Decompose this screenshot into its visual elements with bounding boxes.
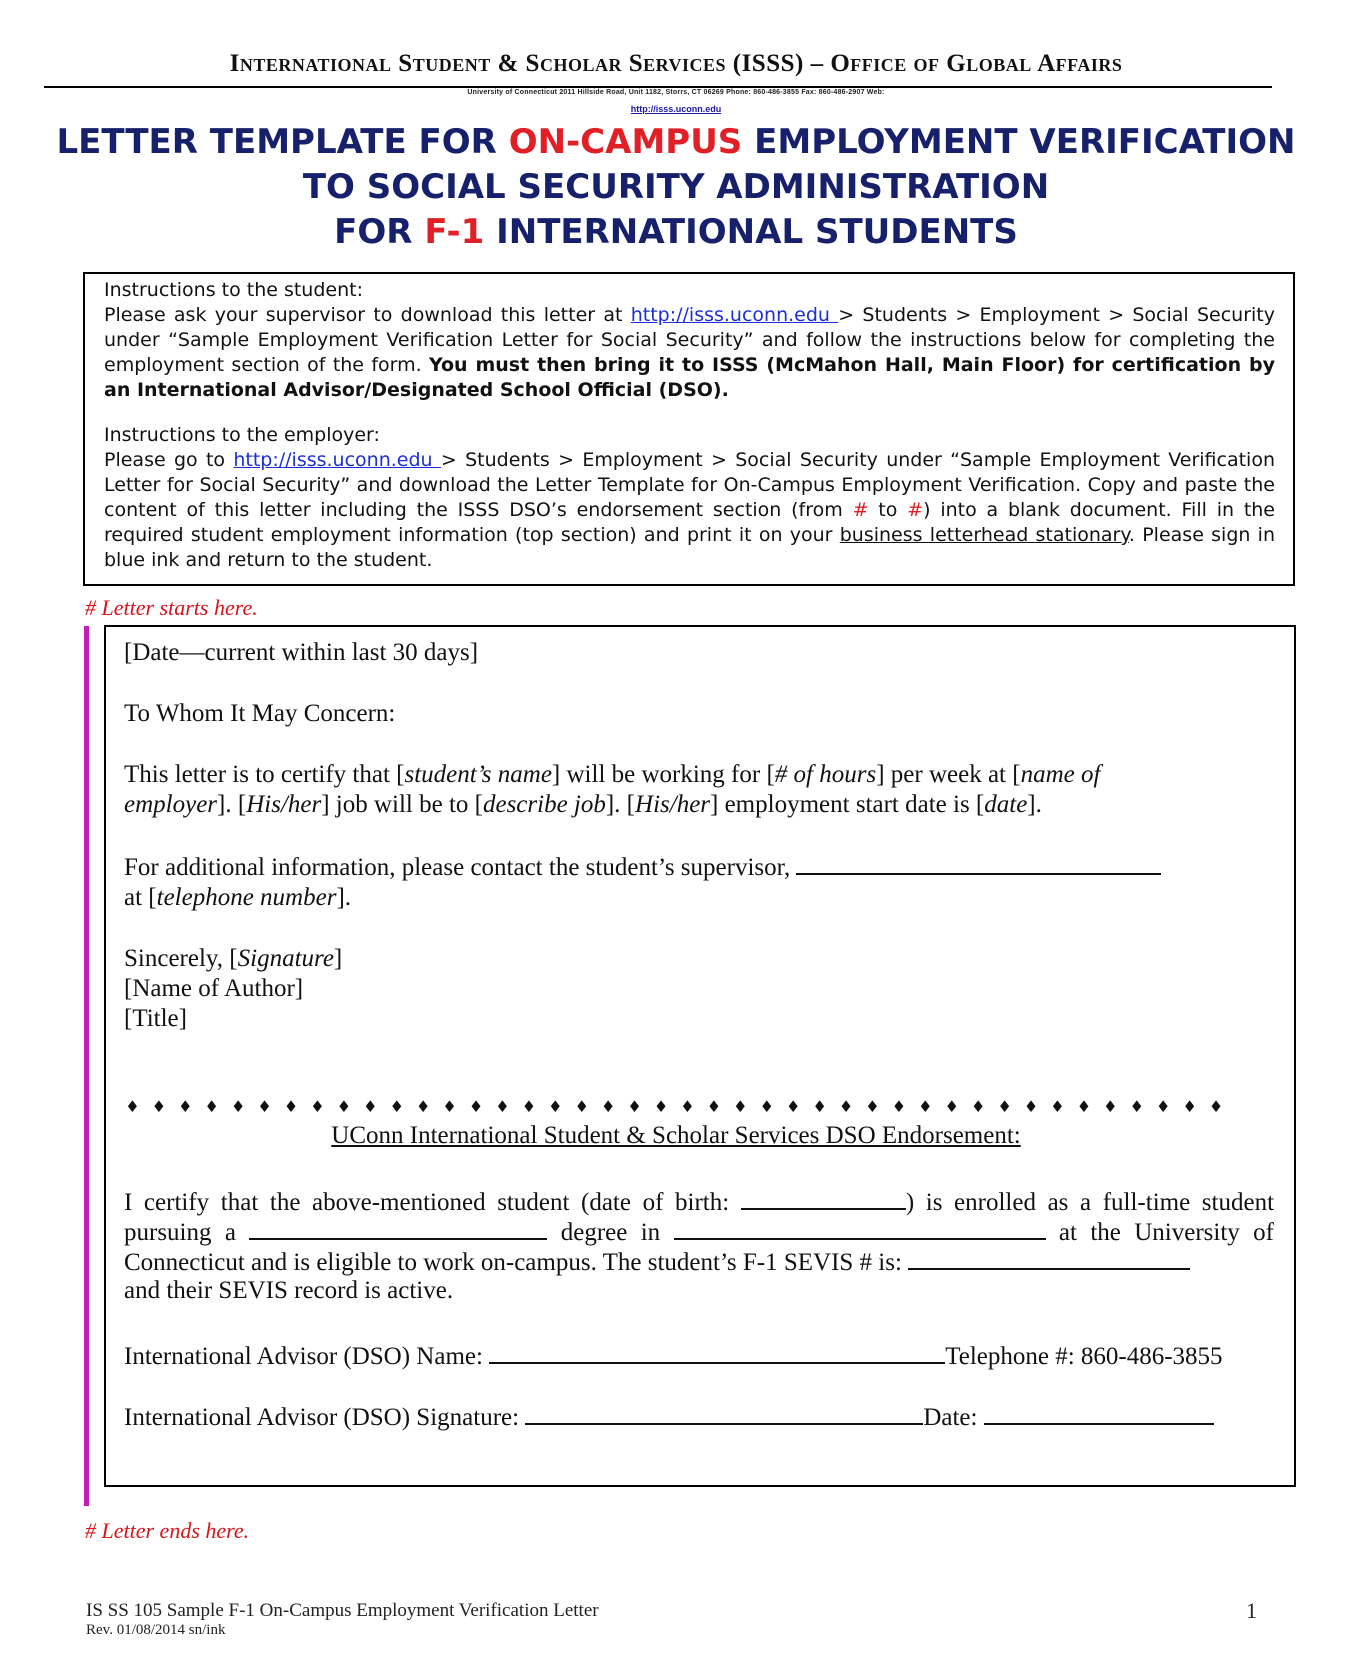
author-line: [Name of Author] bbox=[124, 975, 304, 1002]
supervisor-blank[interactable] bbox=[796, 853, 1161, 875]
employer-text-4: . Please sign in blue ink and return to the student. bbox=[104, 524, 1275, 571]
body-text-5: ] job will be to [ bbox=[321, 791, 483, 818]
employer-text-3: ) into a blank document. Fill in the required student employment information (top section) and print it on your bbox=[104, 499, 1275, 546]
cert-sevis-label: Connecticut and is eligible to work on-campus. The student’s F-1 SEVIS # is: bbox=[124, 1249, 902, 1276]
title-line3-text-b: INTERNATIONAL STUDENTS bbox=[484, 212, 1018, 252]
letter-start-marker: # Letter starts here. bbox=[85, 595, 258, 620]
hours-placeholder: # of hours bbox=[774, 761, 877, 788]
advisor-signature-label: International Advisor (DSO) Signature: bbox=[124, 1404, 520, 1431]
employer-isss-link[interactable]: http://isss.uconn.edu bbox=[233, 449, 441, 471]
cert-line-1 bbox=[124, 1188, 1274, 1218]
body-text-3: ] per week at [ bbox=[876, 761, 1021, 788]
dob-blank[interactable] bbox=[741, 1188, 906, 1210]
signature-date-blank[interactable] bbox=[984, 1403, 1214, 1425]
page-number: 1 bbox=[1246, 1598, 1257, 1623]
header-url-link[interactable]: http://isss.uconn.edu bbox=[630, 104, 722, 114]
letter-body bbox=[124, 760, 1154, 820]
advisor-name-blank[interactable] bbox=[489, 1342, 945, 1364]
letter-side-bar bbox=[84, 626, 89, 1506]
title-line-2: TO SOCIAL SECURITY ADMINISTRATION bbox=[302, 167, 1050, 207]
advisor-telephone: Telephone #: 860-486-3855 bbox=[945, 1343, 1223, 1370]
contact-line bbox=[124, 853, 1161, 883]
sincerely-end: ] bbox=[333, 945, 343, 972]
letter-salutation: To Whom It May Concern: bbox=[124, 700, 396, 727]
employer-placeholder: name of employer bbox=[124, 761, 1101, 818]
cert-line-4: and their SEVIS record is active. bbox=[124, 1277, 454, 1304]
letter-end-marker: # Letter ends here. bbox=[85, 1518, 250, 1543]
footer-doc-id: IS SS 105 Sample F-1 On-Campus Employment Verification Letter bbox=[86, 1600, 599, 1621]
student-text-bold: You must then bring it to ISSS (McMahon Hall, Main Floor) for certification by an International Advisor/Designated School Official (DSO). bbox=[104, 354, 1275, 401]
advisor-name-label: International Advisor (DSO) Name: bbox=[124, 1343, 483, 1370]
job-placeholder: describe job bbox=[482, 791, 606, 818]
contact-text: For additional information, please contact the student’s supervisor, bbox=[124, 854, 791, 881]
advisor-signature-line bbox=[124, 1403, 1214, 1433]
student-instructions-text bbox=[104, 303, 1275, 403]
student-name-placeholder: student’s name bbox=[404, 761, 552, 788]
student-isss-link[interactable]: http://isss.uconn.edu bbox=[630, 304, 839, 326]
signature-placeholder: Signature bbox=[237, 945, 334, 972]
cert-line-3 bbox=[124, 1248, 1190, 1278]
major-blank[interactable] bbox=[674, 1218, 1046, 1240]
his-her-placeholder-2: His/her bbox=[635, 791, 711, 818]
hash-end: # bbox=[907, 499, 924, 521]
telephone-placeholder: telephone number bbox=[156, 884, 337, 911]
endorsement-heading: UConn International Student & Scholar Services DSO Endorsement: bbox=[331, 1122, 1021, 1149]
student-text-2: > Students > Employment > Social Security under “Sample Employment Verification Letter for Social Security” and follow the instructions below for completing the employment section of the form. bbox=[104, 304, 1275, 376]
employer-instructions-text bbox=[104, 448, 1275, 573]
body-text-2: ] will be working for [ bbox=[551, 761, 775, 788]
title-line-3 bbox=[0, 210, 1352, 255]
employer-text-1: Please go to bbox=[104, 449, 234, 471]
telephone-text-a: at [ bbox=[124, 884, 157, 911]
cert-dob-label: I certify that the above-mentioned student (date of birth: bbox=[124, 1189, 730, 1216]
body-text-4: ]. [ bbox=[217, 791, 247, 818]
body-text-8: ]. bbox=[1027, 791, 1042, 818]
closing bbox=[124, 944, 342, 974]
telephone-line bbox=[124, 883, 351, 913]
student-text-1: Please ask your supervisor to download this letter at bbox=[104, 304, 631, 326]
cert-enrolled-text: ) is enrolled as a full-time student bbox=[905, 1189, 1275, 1216]
letter-date: [Date—current within last 30 days] bbox=[124, 639, 479, 666]
title-line-1 bbox=[0, 120, 1352, 165]
cert-university-text: at the University of bbox=[1058, 1219, 1274, 1246]
sincerely-text: Sincerely, [ bbox=[124, 945, 238, 972]
cert-pursuing-label: pursuing a bbox=[124, 1219, 236, 1246]
title-line1-text-a: LETTER TEMPLATE FOR bbox=[56, 122, 509, 162]
sevis-blank[interactable] bbox=[908, 1248, 1190, 1270]
title-line: [Title] bbox=[124, 1005, 187, 1032]
cert-degree-in-label: degree in bbox=[560, 1219, 661, 1246]
body-text-7: ] employment start date is [ bbox=[710, 791, 985, 818]
body-text-6: ]. [ bbox=[605, 791, 636, 818]
document-title bbox=[0, 120, 1352, 255]
his-her-placeholder-1: His/her bbox=[246, 791, 322, 818]
title-line1-text-b: EMPLOYMENT VERIFICATION bbox=[742, 122, 1296, 162]
telephone-text-b: ]. bbox=[336, 884, 352, 911]
diamond-separator: ♦ ♦ ♦ ♦ ♦ ♦ ♦ ♦ ♦ ♦ ♦ ♦ ♦ ♦ ♦ ♦ ♦ ♦ ♦ ♦ ♦ ♦ ♦ ♦ ♦ ♦ ♦ ♦ ♦ ♦ ♦ ♦ ♦ ♦ ♦ ♦ ♦ ♦ ♦ ♦ ♦ ♦ bbox=[125, 1097, 1227, 1116]
employer-text-2: > Students > Employment > Social Security under “Sample Employment Verification Letter for Social Security” and download the Letter Template for On-Campus Employment Verification. Copy and paste the content of this letter including the ISSS DSO’s endorsement section (from bbox=[104, 449, 1275, 521]
title-on-campus: ON-CAMPUS bbox=[508, 122, 743, 162]
cert-line-2 bbox=[124, 1218, 1274, 1248]
student-instructions-heading: Instructions to the student: bbox=[104, 279, 363, 301]
date-placeholder: date bbox=[984, 791, 1028, 818]
signature-date-label: Date: bbox=[923, 1404, 978, 1431]
degree-blank[interactable] bbox=[249, 1218, 547, 1240]
hash-start: # bbox=[852, 499, 869, 521]
title-f1: F-1 bbox=[424, 212, 485, 252]
advisor-signature-blank[interactable] bbox=[525, 1403, 923, 1425]
header-address: University of Connecticut 2011 Hillside Road, Unit 1182, Storrs, CT 06269 Phone: 860-486-3855 Fax: 860-486-2907 Web: bbox=[467, 89, 885, 96]
footer-revision: Rev. 01/08/2014 sn/ink bbox=[86, 1622, 226, 1638]
title-line3-text-a: FOR bbox=[334, 212, 425, 252]
employer-letterhead: business letterhead stationary bbox=[839, 524, 1129, 546]
advisor-name-line bbox=[124, 1342, 1223, 1372]
org-title: International Student & Scholar Services (ISSS) – Office of Global Affairs bbox=[229, 50, 1123, 77]
instructions-box bbox=[83, 272, 1295, 586]
employer-instructions-heading: Instructions to the employer: bbox=[104, 424, 380, 446]
employer-to: to bbox=[868, 499, 908, 521]
body-text-1: This letter is to certify that [ bbox=[124, 761, 405, 788]
